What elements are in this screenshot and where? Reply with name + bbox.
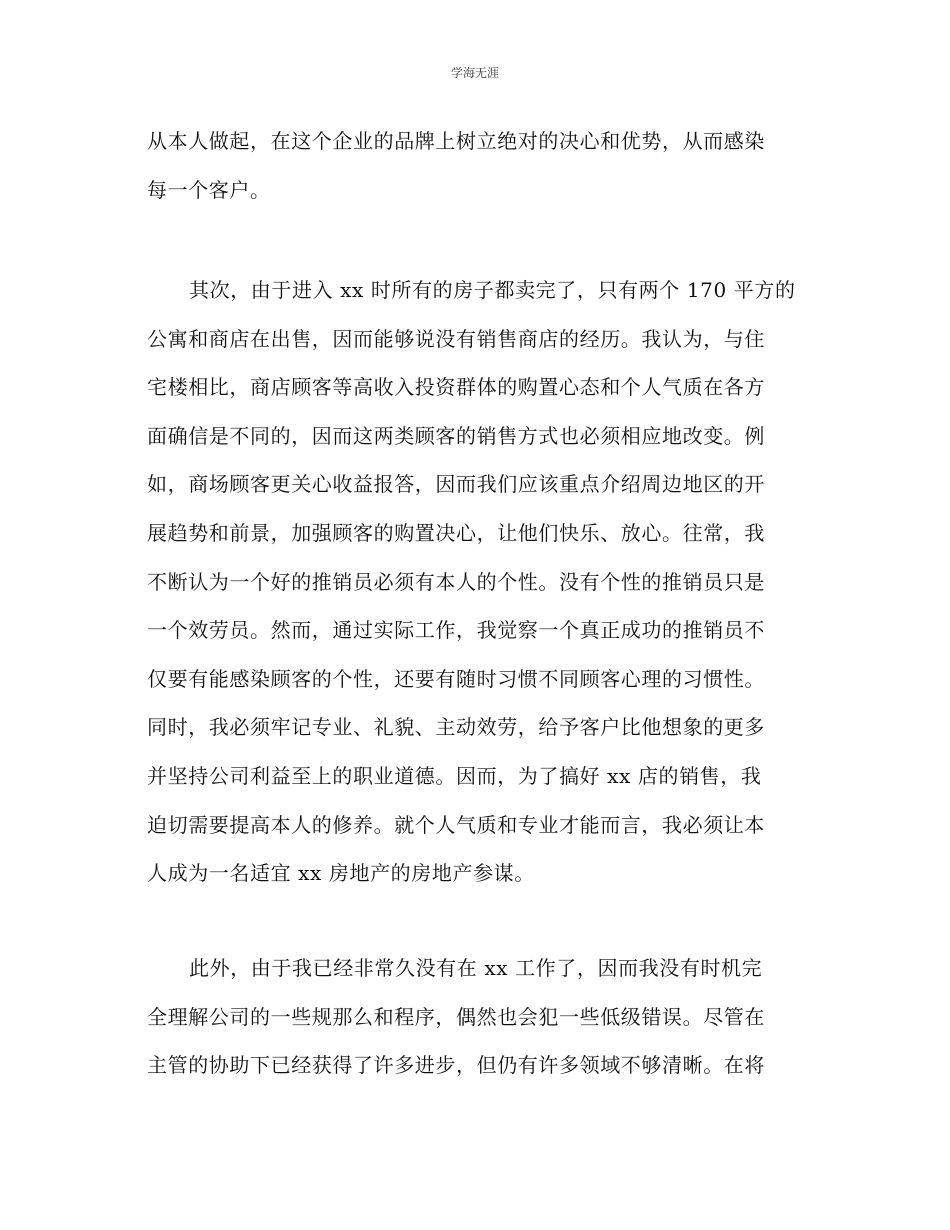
text-line: 人成为一名适宜 xx 房地产的房地产参谋。 [147, 861, 535, 886]
text-line: 此外，由于我已经非常久没有在 xx 工作了，因而我没有时机完 [189, 956, 763, 980]
text-line: 公寓和商店在出售，因而能够说没有销售商店的经历。我认为，与住 [147, 326, 765, 351]
text-line: 宅楼相比，商店顾客等高收入投资群体的购置心态和个人气质在各方 [147, 375, 765, 400]
text-line: 迫切需要提高本人的修养。就个人气质和专业才能而言，我必须让本 [147, 812, 765, 837]
text-line: 从本人做起，在这个企业的品牌上树立绝对的决心和优势，从而感染 [147, 129, 765, 153]
text-line: 主管的协助下已经获得了许多进步，但仍有许多领域不够清晰。在将 [147, 1053, 765, 1078]
text-line: 展趋势和前景，加强顾客的购置决心，让他们快乐、放心。往常，我 [147, 520, 765, 545]
text-line: 同时，我必须牢记专业、礼貌、主动效劳，给予客户比他想象的更多 [147, 715, 765, 740]
text-line: 仅要有能感染顾客的个性，还要有随时习惯不同顾客心理的习惯性。 [147, 666, 765, 691]
text-line: 不断认为一个好的推销员必须有本人的个性。没有个性的推销员只是 [147, 569, 765, 594]
page-header: 学海无涯 [450, 66, 499, 80]
text-line: 一个效劳员。然而，通过实际工作，我觉察一个真正成功的推销员不 [147, 618, 765, 643]
paragraph-2 [147, 266, 807, 898]
text-line: 全理解公司的一些规那么和程序，偶然也会犯一些低级错误。尽管在 [147, 1004, 765, 1029]
text-line: 如，商场顾客更关心收益报答，因而我们应该重点介绍周边地区的开 [147, 472, 765, 497]
text-line: 其次，由于进入 xx 时所有的房子都卖完了，只有两个 170 平方的 [189, 278, 796, 302]
paragraph-3 [147, 944, 807, 1090]
paragraph-1 [147, 117, 807, 214]
text-line: 每一个客户。 [147, 177, 271, 202]
text-line: 面确信是不同的，因而这两类顾客的销售方式也必须相应地改变。例 [147, 423, 765, 448]
text-line: 并坚持公司利益至上的职业道德。因而，为了搞好 xx 店的销售，我 [147, 763, 762, 788]
